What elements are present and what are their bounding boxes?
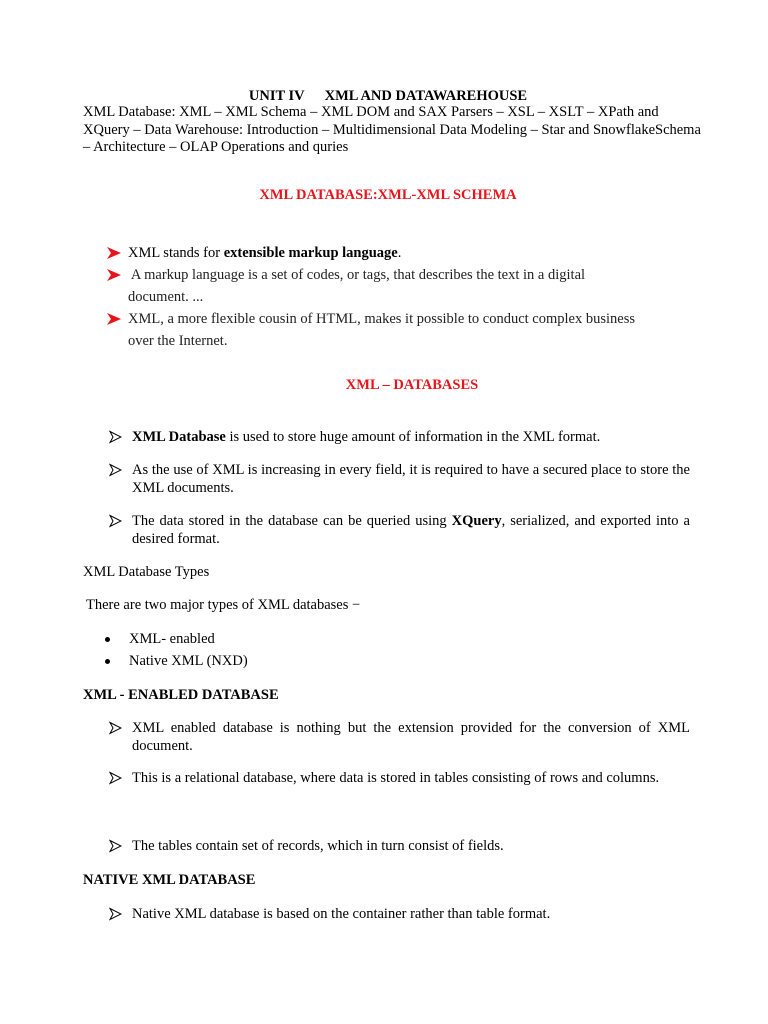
item-bold-text: XQuery	[451, 513, 502, 529]
item-text-end: , serialized, and exported into a desired format.	[132, 513, 690, 547]
item-text-line1: XML, a more flexible cousin of HTML, makes it possible to conduct complex business	[128, 311, 636, 327]
red-arrow-bullet-icon	[106, 266, 122, 284]
arrow-bullet-icon	[109, 771, 122, 785]
item-text: The tables contain set of records, which in turn consist of fields.	[132, 838, 504, 854]
item-text: As the use of XML is increasing in every field, it is required to have a secured place to store the XML documents.	[132, 462, 690, 496]
bullet-dot-icon	[105, 637, 110, 642]
item-text: XML- enabled	[129, 631, 215, 647]
item-text-line1: A markup language is a set of codes, or tags, that describes the text in a digital	[128, 267, 586, 283]
arrow-bullet-icon	[109, 839, 122, 853]
section-heading-xml-enabled: XML - ENABLED DATABASE	[83, 687, 279, 703]
item-text-line2: document. ...	[128, 289, 204, 305]
section-heading-xml-schema: XML DATABASE:XML-XML SCHEMA	[259, 187, 517, 203]
arrow-bullet-icon	[109, 721, 122, 735]
item-text: Native XML (NXD)	[129, 653, 248, 669]
syllabus-text: XML Database: XML – XML Schema – XML DOM and SAX Parsers – XSL – XSLT – XPath and XQuery – Data Warehouse: Introduction – Multidimensional Data Modeling – Star and SnowflakeSchema – Architecture – OLAP Operations and quries	[83, 104, 701, 155]
arrow-bullet-icon	[109, 430, 122, 444]
item-text-line2: over the Internet.	[128, 333, 228, 349]
red-arrow-bullet-icon	[106, 244, 122, 262]
bullet-dot-icon	[105, 659, 110, 664]
types-intro: There are two major types of XML databases −	[86, 597, 361, 613]
page-title	[0, 87, 768, 105]
unit-title: XML AND DATAWAREHOUSE	[324, 88, 528, 104]
item-text: This is a relational database, where data is stored in tables consisting of rows and columns.	[132, 770, 660, 786]
arrow-bullet-icon	[109, 907, 122, 921]
item-text: XML enabled database is nothing but the extension provided for the conversion of XML document.	[132, 720, 690, 754]
section-heading-native-xml: NATIVE XML DATABASE	[83, 872, 256, 888]
arrow-bullet-icon	[109, 463, 122, 477]
item-bold-text: XML Database	[132, 429, 226, 445]
item-text: The data stored in the database can be queried using	[132, 513, 452, 529]
item-text: XML stands for	[128, 245, 224, 261]
section-heading-xml-databases: XML – DATABASES	[345, 377, 479, 393]
item-bold-text: extensible markup language	[223, 245, 398, 261]
red-arrow-bullet-icon	[106, 310, 122, 328]
types-label: XML Database Types	[83, 564, 210, 580]
arrow-bullet-icon	[109, 514, 122, 528]
item-text: Native XML database is based on the container rather than table format.	[132, 906, 551, 922]
item-text: is used to store huge amount of information in the XML format.	[225, 429, 601, 445]
unit-number: UNIT IV	[248, 88, 305, 104]
item-text-end: .	[397, 245, 402, 261]
